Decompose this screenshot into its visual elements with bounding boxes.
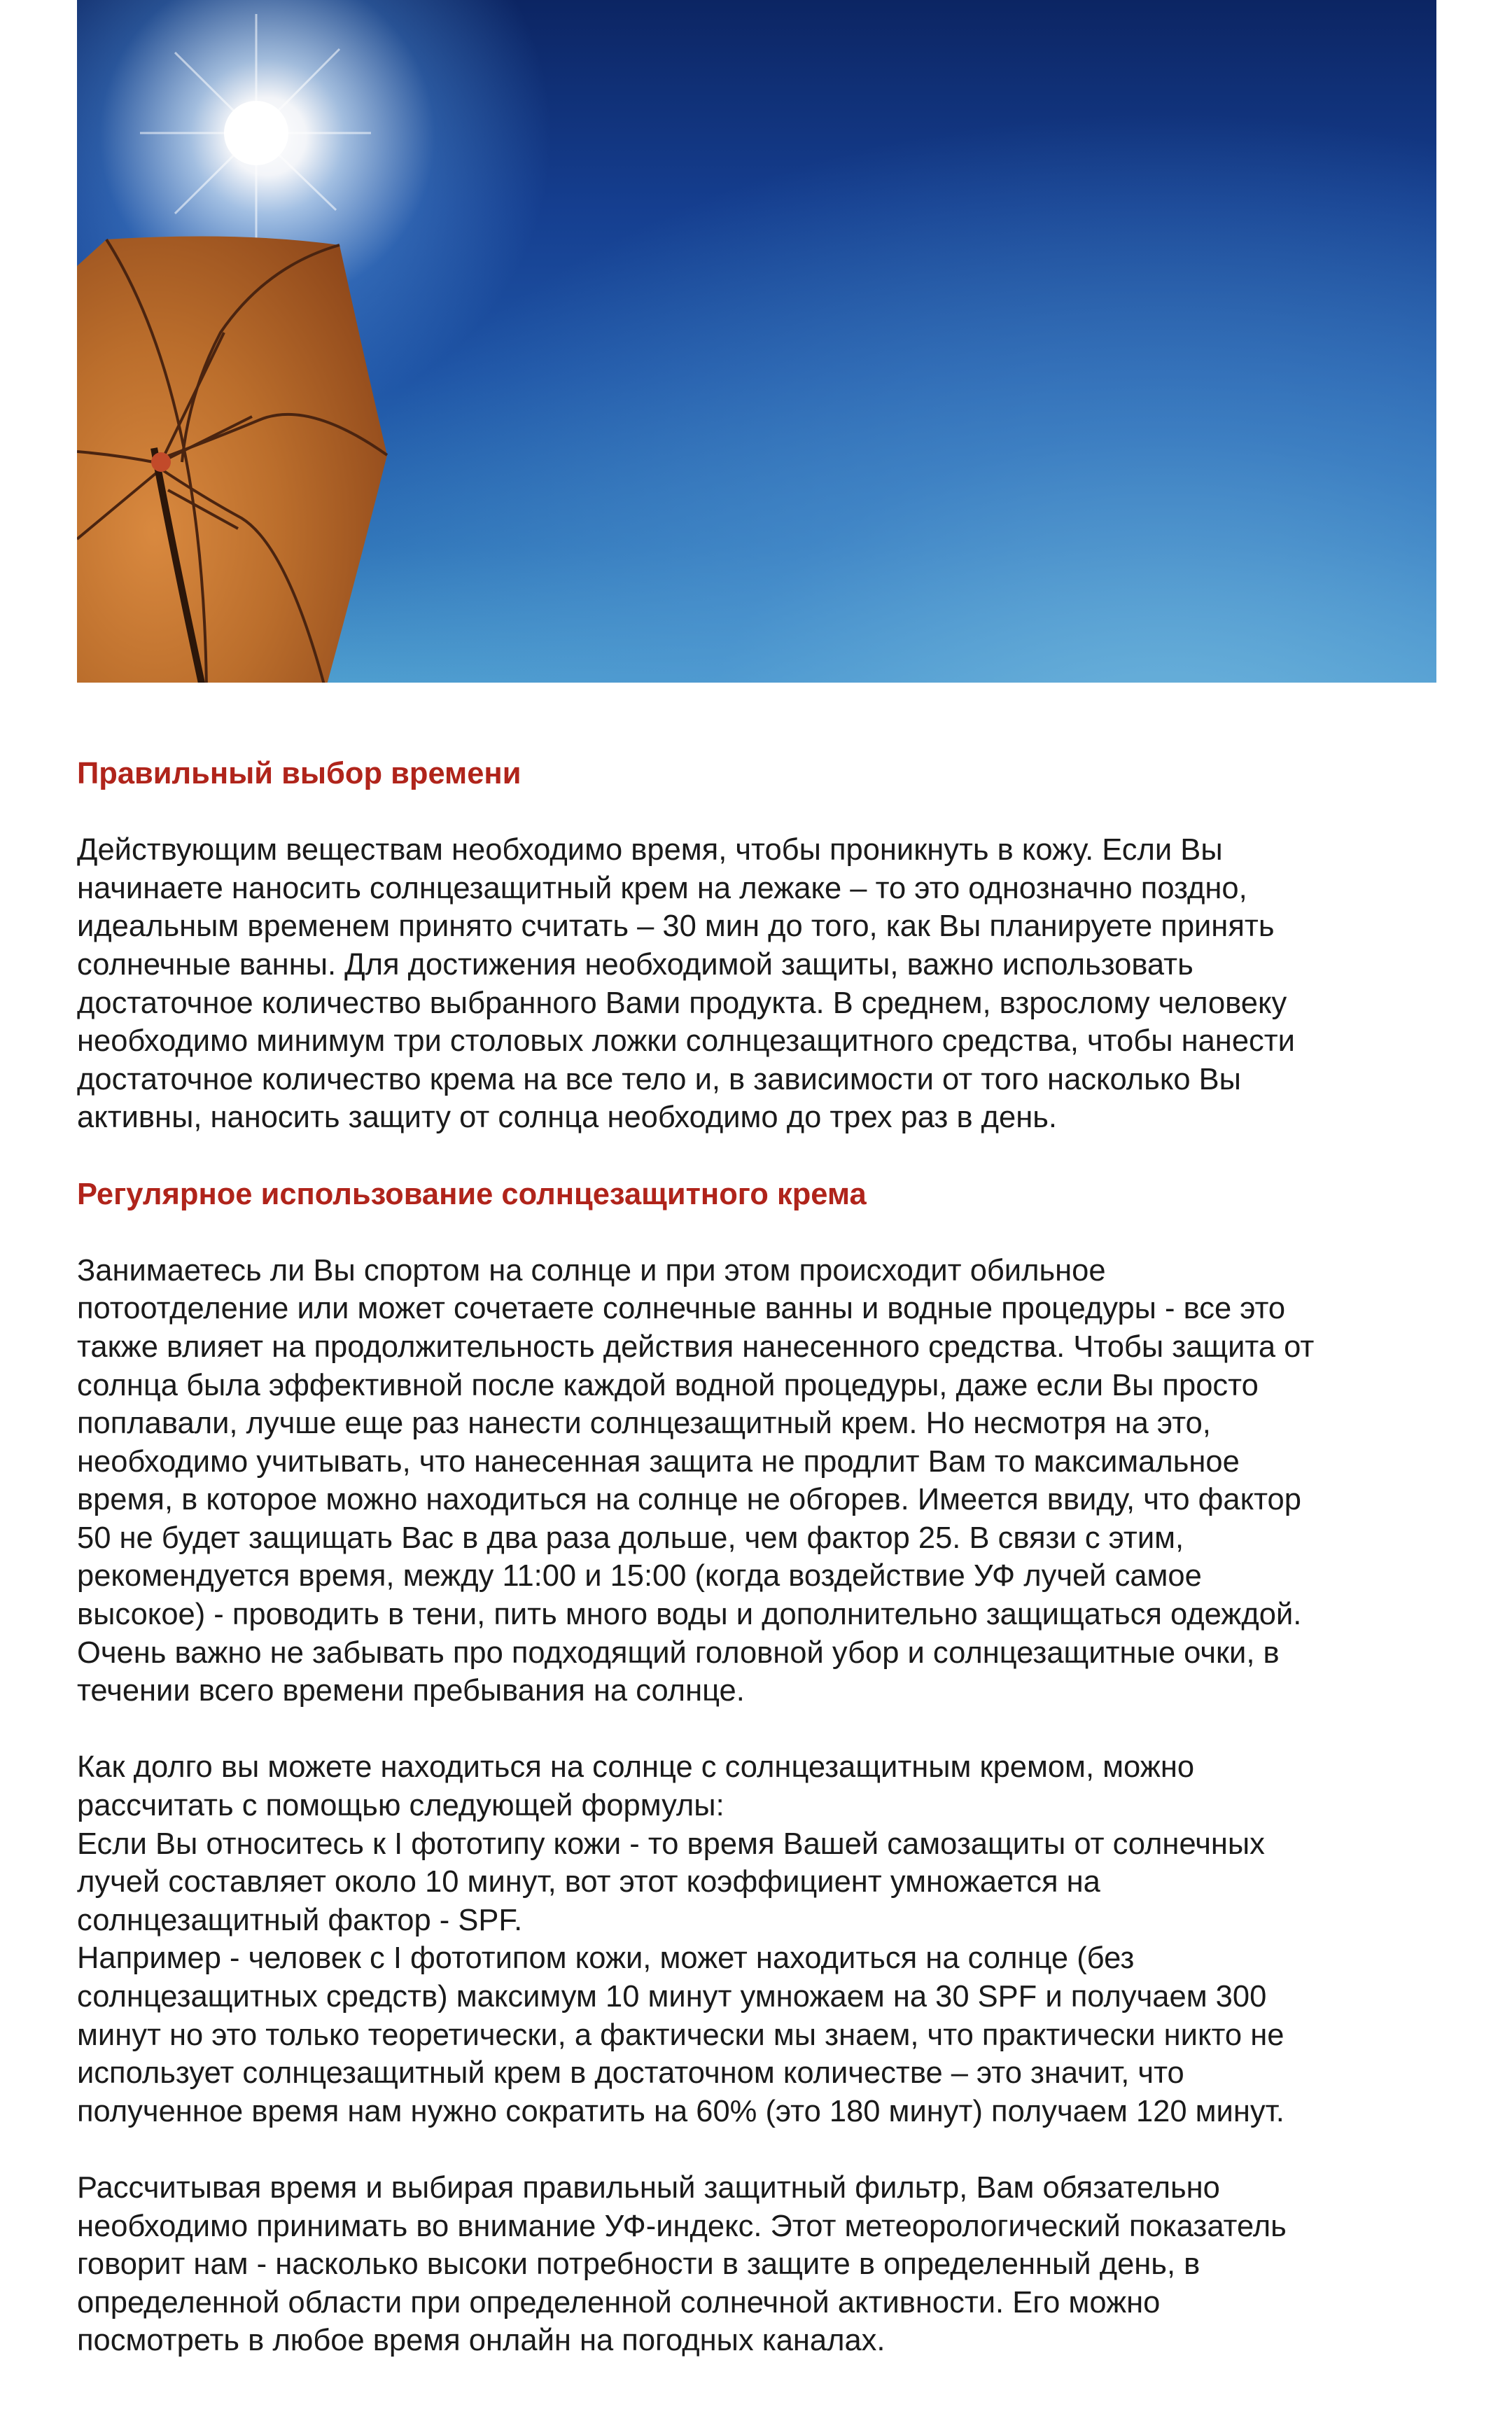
article-body bbox=[77, 755, 1449, 2360]
text-line: Занимаетесь ли Вы спортом на солнце и при этом происходит обильное bbox=[77, 1253, 1106, 1288]
text-line: необходимо принимать во внимание УФ-индекс. Этот метеорологический показатель bbox=[77, 2209, 1287, 2243]
text-line: солнцезащитных средств) максимум 10 минут умножаем на 30 SPF и получаем 300 bbox=[77, 1980, 1267, 2014]
text-line: солнца была эффективной после каждой водной процедуры, даже если Вы просто bbox=[77, 1368, 1259, 1402]
text-line: Например - человек с I фототипом кожи, может находиться на солнце (без bbox=[77, 1941, 1135, 1976]
text-line: Действующим веществам необходимо время, чтобы проникнуть в кожу. Если Вы bbox=[77, 833, 1223, 867]
section-heading-timing: Правильный выбор времени bbox=[77, 757, 522, 790]
text-line: использует солнцезащитный крем в достаточном количестве – это значит, что bbox=[77, 2056, 1184, 2091]
text-line: также влияет на продолжительность действия нанесенного средства. Чтобы защита от bbox=[77, 1330, 1315, 1364]
hero-image bbox=[77, 0, 1436, 683]
text-line: солнечные ванны. Для достижения необходимой защиты, важно использовать bbox=[77, 947, 1194, 982]
text-line: течении всего времени пребывания на солнце. bbox=[77, 1674, 745, 1708]
text-line: солнцезащитный фактор - SPF. bbox=[77, 1903, 523, 1937]
paragraph-formula bbox=[77, 1748, 1449, 2130]
text-line: достаточное количество крема на все тело и, в зависимости от того насколько Вы bbox=[77, 1062, 1241, 1096]
paragraph-uv-index bbox=[77, 2169, 1449, 2360]
text-line: высокое) - проводить в тени, пить много воды и дополнительно защищаться одеждой. bbox=[77, 1598, 1302, 1632]
text-line: рассчитать с помощью следующей формулы: bbox=[77, 1789, 724, 1823]
umbrella-illustration bbox=[77, 0, 1436, 683]
text-line: Рассчитывая время и выбирая правильный защитный фильтр, Вам обязательно bbox=[77, 2170, 1220, 2205]
umbrella-icon bbox=[77, 237, 387, 683]
text-line: говорит нам - насколько высоки потребности в защите в определенный день, в bbox=[77, 2247, 1200, 2282]
section-heading-regular-use: Регулярное использование солнцезащитного крема bbox=[77, 1177, 867, 1211]
text-line: идеальным временем принято считать – 30 мин до того, как Вы планируете принять bbox=[77, 909, 1275, 944]
text-line: начинаете наносить солнцезащитный крем на лежаке – то это однозначно поздно, bbox=[77, 871, 1247, 905]
text-line: 50 не будет защищать Вас в два раза дольше, чем фактор 25. В связи с этим, bbox=[77, 1521, 1184, 1555]
text-line: поплавали, лучше еще раз нанести солнцезащитный крем. Но несмотря на это, bbox=[77, 1407, 1211, 1441]
text-line: достаточное количество выбранного Вами продукта. В среднем, взрослому человеку bbox=[77, 986, 1287, 1020]
text-line: Если Вы относитесь к I фототипу кожи - то время Вашей самозащиты от солнечных bbox=[77, 1827, 1265, 1861]
text-line: Очень важно не забывать про подходящий головной убор и солнцезащитные очки, в bbox=[77, 1635, 1280, 1670]
paragraph-sport-water bbox=[77, 1252, 1449, 1710]
paragraph-timing bbox=[77, 831, 1449, 1137]
text-line: минут но это только теоретически, а фактически мы знаем, что практически никто не bbox=[77, 2018, 1284, 2052]
text-line: Как долго вы можете находиться на солнце с солнцезащитным кремом, можно bbox=[77, 1750, 1195, 1785]
text-line: рекомендуется время, между 11:00 и 15:00 (когда воздействие УФ лучей самое bbox=[77, 1559, 1202, 1593]
text-line: активны, наносить защиту от солнца необходимо до трех раз в день. bbox=[77, 1101, 1058, 1135]
text-line: лучей составляет около 10 минут, вот этот коэффициент умножается на bbox=[77, 1865, 1100, 1899]
text-line: потоотделение или может сочетаете солнечные ванны и водные процедуры - все это bbox=[77, 1292, 1286, 1326]
text-line: полученное время нам нужно сократить на 60% (это 180 минут) получаем 120 минут. bbox=[77, 2094, 1284, 2128]
text-line: время, в которое можно находиться на солнце не обгорев. Имеется ввиду, что фактор bbox=[77, 1483, 1301, 1517]
text-line: необходимо минимум три столовых ложки солнцезащитного средства, чтобы нанести bbox=[77, 1024, 1295, 1059]
text-line: определенной области при определенной солнечной активности. Его можно bbox=[77, 2285, 1161, 2319]
text-line: необходимо учитывать, что нанесенная защита не продлит Вам то максимальное bbox=[77, 1444, 1240, 1479]
text-line: посмотреть в любое время онлайн на погодных каналах. bbox=[77, 2324, 886, 2358]
